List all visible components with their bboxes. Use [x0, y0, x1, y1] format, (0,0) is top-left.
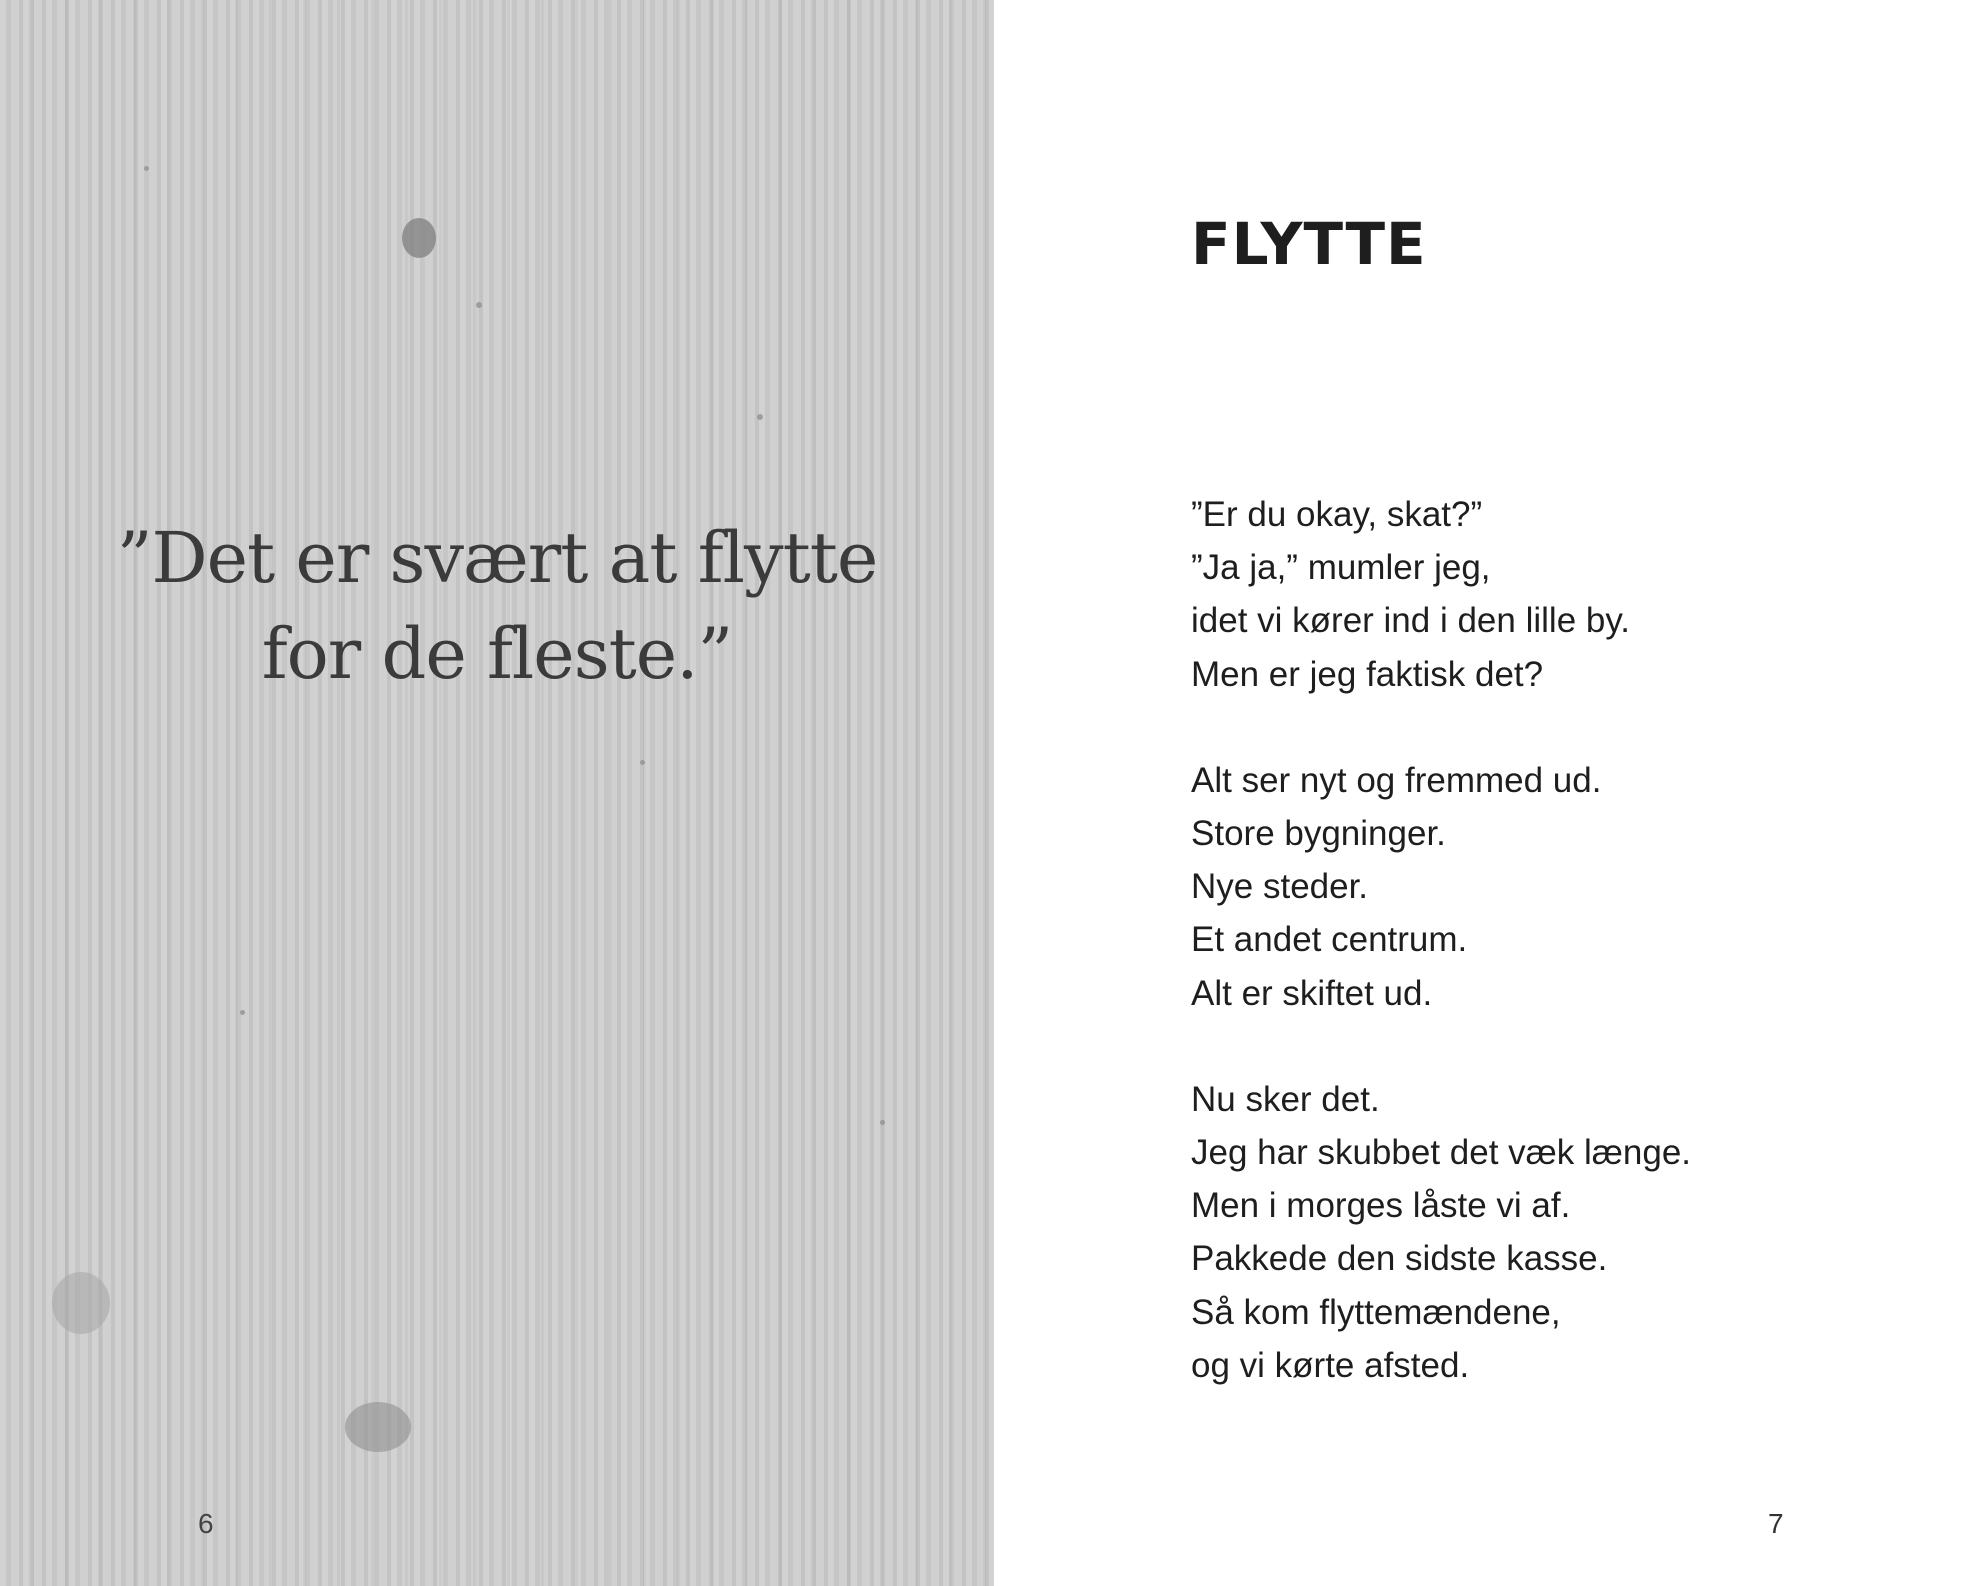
texture-speck — [240, 1010, 245, 1015]
page-number-right: 7 — [1768, 1508, 1784, 1539]
poem-title: FLYTTE — [1191, 210, 1427, 278]
pull-quote-line: ”Det er svært at flytte — [116, 517, 878, 599]
texture-speck — [476, 302, 482, 308]
poem-line: Store bygninger. — [1191, 814, 1446, 854]
texture-speck — [880, 1120, 885, 1125]
stanza — [1191, 488, 1911, 701]
poem-line: ”Er du okay, skat?” — [1191, 495, 1483, 534]
texture-speck — [757, 414, 763, 420]
poem-line: Men i morges låste vi af. — [1191, 1186, 1571, 1226]
texture-speck — [345, 1402, 411, 1452]
texture-speck — [640, 760, 645, 765]
poem-line: Jeg har skubbet det væk længe. — [1191, 1133, 1692, 1173]
poem-line: Men er jeg faktisk det? — [1191, 654, 1544, 694]
poem-line: og vi kørte afsted. — [1191, 1345, 1470, 1385]
poem-line: Så kom flyttemændene, — [1191, 1292, 1561, 1332]
poem-line: idet vi kører ind i den lille by. — [1191, 601, 1630, 641]
texture-speck — [52, 1272, 110, 1334]
poem-line: Alt er skiftet ud. — [1191, 973, 1433, 1013]
texture-speck — [402, 218, 436, 258]
poem-line: Pakkede den sidste kasse. — [1191, 1239, 1608, 1279]
pull-quote — [100, 510, 894, 702]
stanza — [1191, 1073, 1911, 1392]
texture-speck — [144, 166, 149, 171]
poem-line: Et andet centrum. — [1191, 920, 1468, 960]
pull-quote-line: for de fleste.” — [261, 613, 733, 695]
poem-line: Nu sker det. — [1191, 1079, 1380, 1119]
poem-line: Nye steder. — [1191, 867, 1369, 907]
poem-line: ”Ja ja,” mumler jeg, — [1191, 548, 1491, 588]
poem-line: Alt ser nyt og fremmed ud. — [1191, 760, 1602, 800]
page-number-left: 6 — [198, 1508, 214, 1539]
stanza — [1191, 754, 1911, 1020]
right-page — [994, 0, 1982, 1586]
poem-body — [1191, 488, 1911, 1445]
